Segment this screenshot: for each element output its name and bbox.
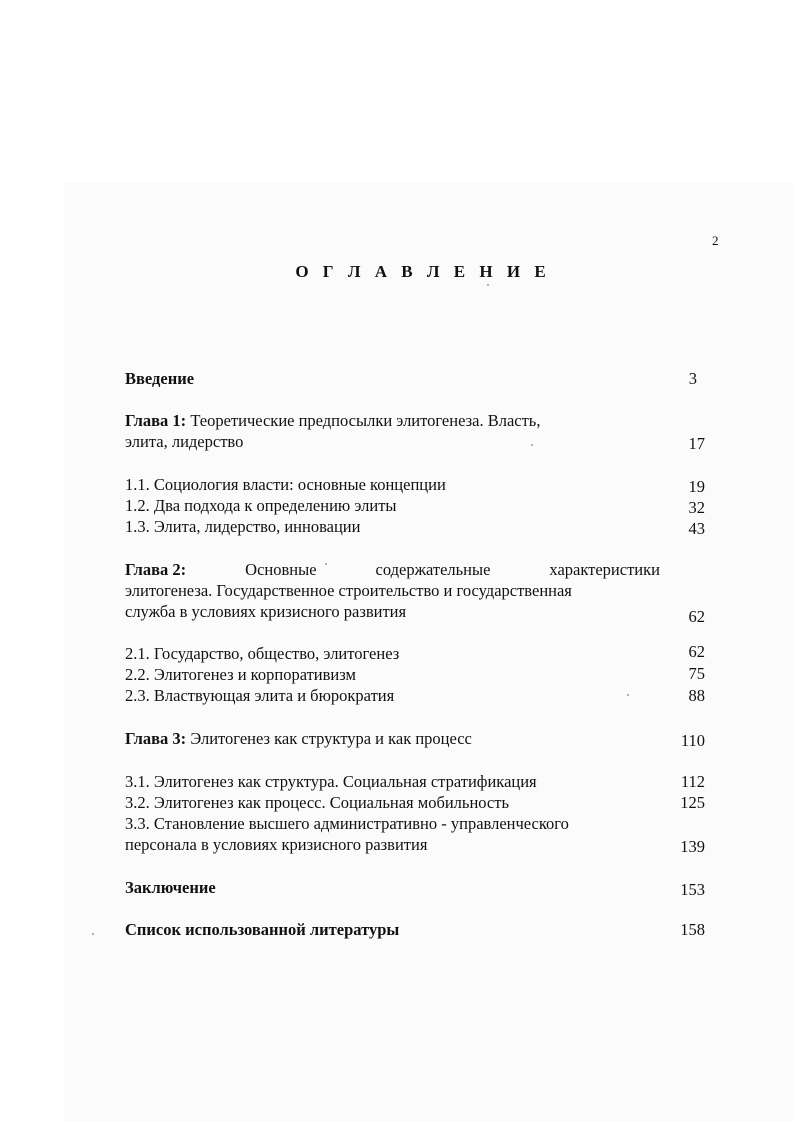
toc-conclusion-page: 153 [680,880,705,899]
chapter-3-title-line1: Элитогенез как структура и как процесс [190,729,472,748]
chapter-2-title-line2: элитогенеза. Государственное строительство и государственная [125,581,572,600]
toc-section-3-3: 3.3. Становление высшего административно - управленческого [125,814,569,833]
toc-bibliography-label: Список использованной литературы [125,920,400,939]
chapter-1-title-line2: элита, лидерство [125,432,244,451]
toc-section-1-3: 1.3. Элита, лидерство, инновации [125,517,361,536]
chapter-2-word-3: характеристики [549,560,660,579]
toc-section-2-2: 2.2. Элитогенез и корпоративизм [125,665,356,684]
scan-speck [487,284,489,286]
chapter-1-title-line1: Теоретические предпосылки элитогенеза. Власть, [190,411,541,430]
page-title: О Г Л А В Л Е Н И Е [295,262,551,281]
scan-speck [92,933,94,935]
chapter-3-label: Глава 3: [125,729,187,748]
toc-section-3-2-page: 125 [680,793,705,812]
toc-conclusion-label: Заключение [125,878,216,897]
toc-section-1-3-page: 43 [688,519,705,538]
toc-section-3-1: 3.1. Элитогенез как структура. Социальная стратификация [125,772,537,791]
toc-section-1-1: 1.1. Социология власти: основные концепции [125,475,446,494]
chapter-2-word-2: содержательные [375,560,491,579]
toc-section-2-3-page: 88 [688,686,705,705]
chapter-2-word-1: Основные [245,560,317,579]
scan-speck [531,444,533,446]
toc-section-2-1-page: 62 [688,642,705,661]
toc-bibliography-page: 158 [680,920,705,939]
toc-section-3-1-page: 112 [680,772,705,791]
toc-section-2-1: 2.1. Государство, общество, элитогенез [125,644,400,663]
toc-section-3-3-line2: персонала в условиях кризисного развития [125,835,428,854]
toc-section-3-2: 3.2. Элитогенез как процесс. Социальная мобильность [125,793,509,812]
toc-section-2-2-page: 75 [688,664,705,683]
chapter-2-title-line3: служба в условиях кризисного развития [125,602,407,621]
scan-speck [627,694,629,696]
scan-speck [325,563,327,565]
toc-chapter-2-page: 62 [688,607,705,626]
toc-chapter-1-page: 17 [688,434,705,453]
toc-intro-page: 3 [688,369,697,388]
toc-section-1-2-page: 32 [688,498,705,517]
toc-chapter-3 [125,729,472,749]
toc-section-2-3: 2.3. Властвующая элита и бюрократия [125,686,395,705]
chapter-1-label: Глава 1: [125,411,187,430]
page-number: 2 [712,233,719,248]
toc-intro-label: Введение [125,369,195,388]
toc-section-1-1-page: 19 [688,477,705,496]
toc-section-3-3-page: 139 [680,837,705,856]
toc-chapter-3-page: 110 [680,731,705,750]
toc-chapter-1 [125,411,540,431]
chapter-2-label: Глава 2: [125,560,187,579]
toc-chapter-2 [125,560,660,580]
toc-section-1-2: 1.2. Два подхода к определению элиты [125,496,397,515]
